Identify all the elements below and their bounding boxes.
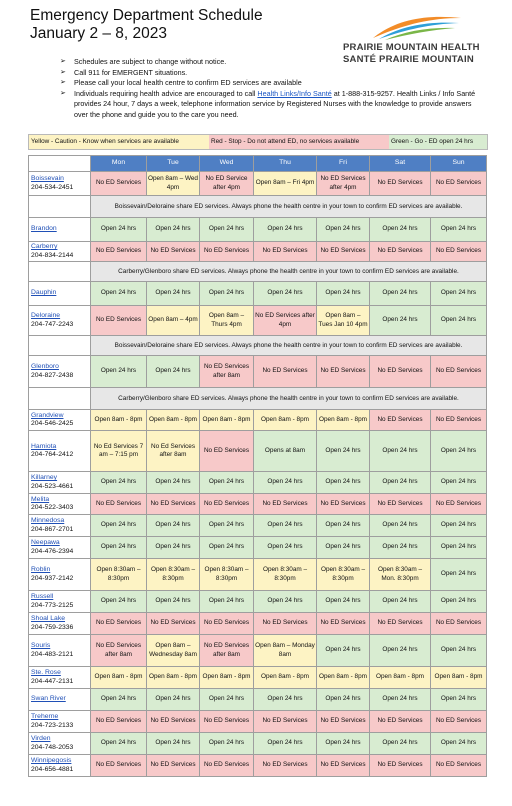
- schedule-cell: Open 24 hrs: [254, 472, 317, 494]
- schedule-cell: Open 24 hrs: [317, 635, 370, 667]
- facility-link[interactable]: Minnedosa: [31, 517, 65, 525]
- schedule-cell: Open 24 hrs: [254, 733, 317, 755]
- schedule-cell: Open 24 hrs: [317, 689, 370, 711]
- schedule-cell: No ED Services: [370, 494, 431, 515]
- schedule-cell: Open 24 hrs: [147, 515, 200, 537]
- schedule-cell: Open 24 hrs: [254, 515, 317, 537]
- table-row: [29, 613, 487, 635]
- schedule-cell: Open 24 hrs: [431, 537, 487, 559]
- day-header: Mon: [91, 156, 147, 172]
- table-row: [29, 591, 487, 613]
- schedule-cell: Open 24 hrs: [431, 218, 487, 242]
- schedule-cell: Open 8am – Monday 8am: [254, 635, 317, 667]
- facility-link[interactable]: Winnipegosis: [31, 757, 72, 765]
- day-header: Sat: [370, 156, 431, 172]
- schedule-cell: Open 24 hrs: [317, 472, 370, 494]
- schedule-cell: No ED Services: [200, 613, 254, 635]
- schedule-cell: No ED Services: [200, 431, 254, 472]
- schedule-cell: No ED Services: [254, 755, 317, 777]
- schedule-cell: No ED Service after 4pm: [200, 172, 254, 196]
- schedule-cell: Open 24 hrs: [317, 591, 370, 613]
- schedule-cell: No ED Services: [370, 755, 431, 777]
- schedule-cell: No ED Services: [317, 242, 370, 262]
- day-header: Tue: [147, 156, 200, 172]
- schedule-cell: Open 8am – Wed 4pm: [147, 172, 200, 196]
- schedule-cell: Open 24 hrs: [147, 282, 200, 306]
- schedule-cell: No ED Services: [254, 494, 317, 515]
- facility-cell: [29, 559, 91, 591]
- schedule-cell: No ED Services: [147, 494, 200, 515]
- schedule-cell: Open 24 hrs: [370, 282, 431, 306]
- facility-phone: 204-867-2701: [31, 525, 74, 533]
- schedule-cell: Open 24 hrs: [254, 591, 317, 613]
- schedule-cell: Open 24 hrs: [147, 356, 200, 388]
- day-header: Fri: [317, 156, 370, 172]
- arrow-bullet-icon: ➢: [60, 79, 66, 87]
- day-header: Wed: [200, 156, 254, 172]
- schedule-cell: No ED Services: [91, 242, 147, 262]
- schedule-cell: Open 8:30am – 8:30pm: [254, 559, 317, 591]
- note-blank-cell: [29, 336, 91, 356]
- schedule-cell: No ED Services after 8am: [91, 635, 147, 667]
- schedule-cell: Open 24 hrs: [91, 282, 147, 306]
- schedule-body: [29, 172, 487, 777]
- schedule-cell: Open 8am – Fri 4pm: [254, 172, 317, 196]
- facility-cell: [29, 218, 91, 242]
- schedule-cell: Open 8am - 8pm: [370, 667, 431, 689]
- schedule-cell: Open 24 hrs: [91, 689, 147, 711]
- schedule-table: [28, 155, 487, 777]
- table-row: [29, 472, 487, 494]
- shared-services-note: Boissevain/Deloraine share ED services. Always phone the health centre in your town to confirm ED services are available.: [91, 336, 487, 356]
- schedule-cell: Open 24 hrs: [370, 537, 431, 559]
- schedule-cell: Open 8am - 8pm: [254, 667, 317, 689]
- schedule-cell: Open 24 hrs: [91, 472, 147, 494]
- table-row: [29, 306, 487, 336]
- schedule-cell: No ED Services: [147, 755, 200, 777]
- table-row: [29, 282, 487, 306]
- schedule-cell: Open 24 hrs: [431, 591, 487, 613]
- schedule-cell: No ED Services after 8am: [200, 635, 254, 667]
- facility-cell: [29, 431, 91, 472]
- facility-link[interactable]: Hamiota: [31, 442, 57, 450]
- facility-cell: [29, 635, 91, 667]
- facility-phone: 204-773-2125: [31, 601, 74, 609]
- schedule-cell: Open 8am - 8pm: [431, 667, 487, 689]
- schedule-cell: Open 8am – 4pm: [147, 306, 200, 336]
- schedule-cell: No ED Services: [317, 613, 370, 635]
- schedule-cell: Open 8am - 8pm: [147, 667, 200, 689]
- facility-link[interactable]: Glenboro: [31, 363, 59, 371]
- schedule-cell: No ED Services: [317, 356, 370, 388]
- schedule-cell: Open 24 hrs: [431, 733, 487, 755]
- facility-link[interactable]: Shoal Lake: [31, 615, 66, 623]
- schedule-cell: No ED Services: [200, 711, 254, 733]
- schedule-cell: No ED Services: [431, 356, 487, 388]
- schedule-cell: No ED Services: [147, 613, 200, 635]
- schedule-cell: No ED Services: [254, 242, 317, 262]
- schedule-cell: Open 8am – Thurs 4pm: [200, 306, 254, 336]
- facility-phone: 204-747-2243: [31, 320, 74, 328]
- legend-yellow: Yellow - Caution - Know when services are available: [29, 135, 209, 149]
- note-text: Please call your local health centre to confirm ED services are available: [74, 78, 302, 88]
- table-row: [29, 689, 487, 711]
- schedule-cell: No ED Services: [431, 410, 487, 431]
- table-row: [29, 755, 487, 777]
- arrow-bullet-icon: ➢: [60, 68, 66, 76]
- note-text: Schedules are subject to change without notice.: [74, 57, 227, 66]
- facility-cell: [29, 472, 91, 494]
- logo-text-french: SANTÉ PRAIRIE MOUNTAIN: [343, 54, 474, 65]
- facility-cell: [29, 515, 91, 537]
- facility-phone: 204-748-2053: [31, 743, 74, 751]
- facility-cell: [29, 494, 91, 515]
- schedule-cell: Open 24 hrs: [147, 591, 200, 613]
- notes-list: [60, 57, 480, 121]
- schedule-cell: Open 8:30am – 8:30pm: [91, 559, 147, 591]
- schedule-cell: No ED Services: [370, 410, 431, 431]
- note-item: [60, 89, 480, 121]
- day-header: Sun: [431, 156, 487, 172]
- table-header-row: [29, 156, 487, 172]
- schedule-cell: Open 24 hrs: [91, 356, 147, 388]
- note-blank-cell: [29, 388, 91, 410]
- shared-services-note-row: [29, 388, 487, 410]
- note-item: [60, 68, 480, 79]
- schedule-cell: Open 24 hrs: [200, 537, 254, 559]
- note-blank-cell: [29, 262, 91, 282]
- schedule-cell: Open 24 hrs: [317, 431, 370, 472]
- table-row: [29, 635, 487, 667]
- facility-phone: 204-834-2144: [31, 251, 74, 259]
- schedule-cell: Open 8am - 8pm: [317, 410, 370, 431]
- schedule-cell: Open 24 hrs: [370, 472, 431, 494]
- facility-cell: [29, 755, 91, 777]
- schedule-cell: Open 24 hrs: [370, 733, 431, 755]
- shared-services-note: Carberry/Glenboro share ED services. Always phone the health centre in your town to confirm ED services are available.: [91, 262, 487, 282]
- title-line-2: January 2 – 8, 2023: [30, 25, 168, 42]
- facility-phone: 204-759-2336: [31, 623, 74, 631]
- schedule-cell: No ED Services: [200, 242, 254, 262]
- shared-services-note-row: [29, 196, 487, 218]
- schedule-cell: No ED Services: [200, 755, 254, 777]
- table-corner-cell: [29, 156, 91, 172]
- facility-link[interactable]: Virden: [31, 735, 51, 743]
- schedule-cell: Open 24 hrs: [317, 218, 370, 242]
- note-item: [60, 57, 480, 68]
- arrow-bullet-icon: ➢: [60, 89, 66, 97]
- facility-cell: [29, 537, 91, 559]
- facility-cell: [29, 306, 91, 336]
- schedule-cell: Open 24 hrs: [91, 733, 147, 755]
- table-row: [29, 494, 487, 515]
- schedule-cell: No ED Services: [317, 755, 370, 777]
- schedule-cell: Open 24 hrs: [254, 218, 317, 242]
- schedule-cell: Open 8am - 8pm: [91, 667, 147, 689]
- shared-services-note: Carberry/Glenboro share ED services. Always phone the health centre in your town to confirm ED services are available.: [91, 388, 487, 410]
- facility-phone: 204-764-2412: [31, 451, 74, 458]
- schedule-cell: No ED Services: [431, 755, 487, 777]
- table-row: [29, 356, 487, 388]
- table-row: [29, 515, 487, 537]
- schedule-cell: No ED Services: [370, 356, 431, 388]
- facility-phone: 204-937-2142: [31, 574, 74, 582]
- facility-cell: [29, 356, 91, 388]
- facility-link[interactable]: Neepawa: [31, 539, 60, 547]
- note-blank-cell: [29, 196, 91, 218]
- facility-link[interactable]: Deloraine: [31, 312, 61, 320]
- schedule-cell: Open 24 hrs: [91, 218, 147, 242]
- schedule-cell: Open 24 hrs: [147, 537, 200, 559]
- schedule-cell: Open 24 hrs: [200, 472, 254, 494]
- page-title: [30, 7, 263, 43]
- schedule-cell: Open 24 hrs: [370, 431, 431, 472]
- table-row: [29, 218, 487, 242]
- schedule-cell: No ED Services: [91, 172, 147, 196]
- schedule-cell: Open 24 hrs: [200, 591, 254, 613]
- table-row: [29, 537, 487, 559]
- facility-phone: 204-534-2451: [31, 183, 74, 191]
- schedule-cell: Open 24 hrs: [147, 472, 200, 494]
- schedule-cell: Open 24 hrs: [200, 733, 254, 755]
- note-item: [60, 78, 480, 89]
- facility-link[interactable]: Swan River: [31, 695, 66, 703]
- schedule-cell: No ED Services after 4pm: [254, 306, 317, 336]
- schedule-cell: Open 8am - 8pm: [317, 667, 370, 689]
- schedule-cell: No ED Services: [254, 356, 317, 388]
- shared-services-note-row: [29, 262, 487, 282]
- schedule-cell: Open 8am – Tues Jan 10 4pm: [317, 306, 370, 336]
- facility-link[interactable]: Russell: [31, 593, 54, 601]
- schedule-cell: No ED Services: [317, 711, 370, 733]
- schedule-cell: No ED Services: [91, 306, 147, 336]
- facility-link[interactable]: Brandon: [31, 225, 57, 233]
- schedule-cell: No ED Services: [147, 711, 200, 733]
- schedule-cell: Open 24 hrs: [317, 733, 370, 755]
- schedule-cell: No ED Services after 4pm: [317, 172, 370, 196]
- schedule-cell: Open 24 hrs: [370, 515, 431, 537]
- schedule-cell: No ED Services: [91, 755, 147, 777]
- schedule-cell: Open 24 hrs: [254, 537, 317, 559]
- shared-services-note: Boissevain/Deloraine share ED services. Always phone the health centre in your town to confirm ED services are available.: [91, 196, 487, 218]
- schedule-cell: Open 24 hrs: [91, 515, 147, 537]
- schedule-cell: Open 24 hrs: [200, 689, 254, 711]
- schedule-cell: Open 8am - 8pm: [200, 667, 254, 689]
- schedule-cell: No ED Services: [431, 613, 487, 635]
- schedule-cell: Open 24 hrs: [200, 282, 254, 306]
- schedule-cell: Open 8:30am – 8:30pm: [147, 559, 200, 591]
- schedule-cell: Open 24 hrs: [370, 591, 431, 613]
- facility-link[interactable]: Ste. Rose: [31, 669, 61, 677]
- facility-phone: 204-827-2438: [31, 371, 74, 379]
- legend-red: Red - Stop - Do not attend ED, no services available: [209, 135, 389, 149]
- schedule-cell: Open 8am - 8pm: [200, 410, 254, 431]
- schedule-cell: Open 8am - 8pm: [254, 410, 317, 431]
- schedule-cell: Open 24 hrs: [91, 591, 147, 613]
- facility-link[interactable]: Dauphin: [31, 289, 57, 297]
- schedule-cell: No ED Services: [370, 172, 431, 196]
- facility-cell: [29, 282, 91, 306]
- facility-cell: [29, 172, 91, 196]
- schedule-cell: Open 24 hrs: [431, 559, 487, 591]
- facility-phone: 204-723-2133: [31, 721, 74, 729]
- facility-link[interactable]: Killarney: [31, 474, 58, 482]
- facility-phone: 204-523-4661: [31, 482, 74, 490]
- facility-phone: 204-656-4881: [31, 765, 74, 773]
- table-row: [29, 242, 487, 262]
- schedule-cell: Open 24 hrs: [370, 635, 431, 667]
- table-row: [29, 410, 487, 431]
- schedule-cell: Open 24 hrs: [317, 537, 370, 559]
- schedule-cell: No ED Services: [370, 711, 431, 733]
- schedule-cell: No ED Services: [370, 242, 431, 262]
- schedule-cell: Open 24 hrs: [254, 689, 317, 711]
- schedule-cell: Open 24 hrs: [200, 515, 254, 537]
- schedule-cell: Open 24 hrs: [431, 689, 487, 711]
- day-header: Thu: [254, 156, 317, 172]
- facility-link[interactable]: Grandview: [31, 411, 64, 419]
- schedule-cell: Open 24 hrs: [431, 472, 487, 494]
- schedule-cell: No ED Services: [431, 172, 487, 196]
- schedule-cell: Open 24 hrs: [431, 515, 487, 537]
- arrow-bullet-icon: ➢: [60, 58, 66, 65]
- schedule-cell: Open 24 hrs: [317, 282, 370, 306]
- schedule-cell: Open 24 hrs: [147, 689, 200, 711]
- facility-phone: 204-447-2131: [31, 677, 74, 685]
- schedule-cell: Open 24 hrs: [91, 537, 147, 559]
- schedule-cell: Opens at 8am: [254, 431, 317, 472]
- table-row: [29, 733, 487, 755]
- title-line-1: Emergency Department Schedule: [30, 7, 263, 24]
- facility-link[interactable]: Boissevain: [31, 175, 64, 183]
- schedule-cell: Open 24 hrs: [431, 431, 487, 472]
- table-row: [29, 667, 487, 689]
- note-text: at 1-888-315-9257. Health Links / Info Santé provides 24 hour, 7 days a week, telephone information service by Registered Nurses with the knowledge to provide answers over the phone and guide you to the care you need.: [74, 88, 476, 119]
- schedule-cell: Open 24 hrs: [370, 689, 431, 711]
- color-legend: [28, 134, 488, 150]
- facility-phone: 204-522-3403: [31, 504, 74, 511]
- schedule-cell: No ED Services: [254, 711, 317, 733]
- schedule-cell: Open 8:30am – Mon. 8:30pm: [370, 559, 431, 591]
- schedule-cell: Open 8am - 8pm: [91, 410, 147, 431]
- facility-cell: [29, 242, 91, 262]
- facility-cell: [29, 733, 91, 755]
- schedule-cell: No ED Services: [370, 613, 431, 635]
- facility-cell: [29, 689, 91, 711]
- schedule-cell: No ED Services: [91, 494, 147, 515]
- schedule-cell: Open 24 hrs: [431, 635, 487, 667]
- schedule-cell: Open 24 hrs: [317, 515, 370, 537]
- schedule-cell: Open 24 hrs: [431, 306, 487, 336]
- schedule-cell: No ED Services: [431, 242, 487, 262]
- schedule-cell: Open 8am – Wednesday 8am: [147, 635, 200, 667]
- schedule-cell: Open 24 hrs: [254, 282, 317, 306]
- legend-green: Green - Go - ED open 24 hrs: [389, 135, 487, 149]
- facility-link[interactable]: Melita: [31, 495, 50, 503]
- schedule-cell: No ED Services: [254, 613, 317, 635]
- facility-phone: 204-546-2425: [31, 420, 74, 427]
- schedule-cell: No ED Services: [431, 711, 487, 733]
- logo-text-english: PRAIRIE MOUNTAIN HEALTH: [343, 42, 480, 53]
- schedule-cell: Open 24 hrs: [200, 218, 254, 242]
- facility-cell: [29, 410, 91, 431]
- facility-cell: [29, 591, 91, 613]
- note-text: Call 911 for EMERGENT situations.: [74, 67, 188, 77]
- schedule-cell: Open 24 hrs: [370, 306, 431, 336]
- shared-services-note-row: [29, 336, 487, 356]
- schedule-cell: No Ed Services after 8am: [147, 431, 200, 472]
- health-links-link[interactable]: Health Links/Info Santé: [257, 88, 332, 98]
- schedule-cell: Open 8:30am – 8:30pm: [200, 559, 254, 591]
- facility-link[interactable]: Souris: [31, 642, 51, 650]
- schedule-cell: Open 24 hrs: [147, 733, 200, 755]
- schedule-cell: Open 24 hrs: [370, 218, 431, 242]
- facility-link[interactable]: Roblin: [31, 566, 51, 574]
- schedule-cell: No ED Services: [317, 494, 370, 515]
- table-row: [29, 559, 487, 591]
- schedule-cell: No Ed Services 7 am – 7:15 pm: [91, 431, 147, 472]
- schedule-cell: No ED Services: [147, 242, 200, 262]
- facility-cell: [29, 667, 91, 689]
- facility-phone: 204-476-2394: [31, 547, 74, 555]
- schedule-cell: Open 8:30am – 8:30pm: [317, 559, 370, 591]
- facility-phone: 204-483-2121: [31, 650, 74, 658]
- note-text: Individuals requiring health advice are encouraged to call: [74, 88, 258, 98]
- schedule-cell: Open 24 hrs: [147, 218, 200, 242]
- facility-cell: [29, 711, 91, 733]
- facility-link[interactable]: Carberry: [31, 243, 58, 251]
- schedule-cell: No ED Services: [200, 494, 254, 515]
- schedule-cell: No ED Services: [431, 494, 487, 515]
- schedule-cell: Open 24 hrs: [431, 282, 487, 306]
- table-row: [29, 431, 487, 472]
- schedule-cell: No ED Services: [91, 613, 147, 635]
- schedule-cell: No ED Services after 8am: [200, 356, 254, 388]
- logo-swoosh-icon: [365, 12, 465, 40]
- schedule-cell: Open 8am - 8pm: [147, 410, 200, 431]
- table-row: [29, 711, 487, 733]
- schedule-cell: No ED Services: [91, 711, 147, 733]
- table-row: [29, 172, 487, 196]
- facility-link[interactable]: Treherne: [31, 713, 59, 721]
- facility-cell: [29, 613, 91, 635]
